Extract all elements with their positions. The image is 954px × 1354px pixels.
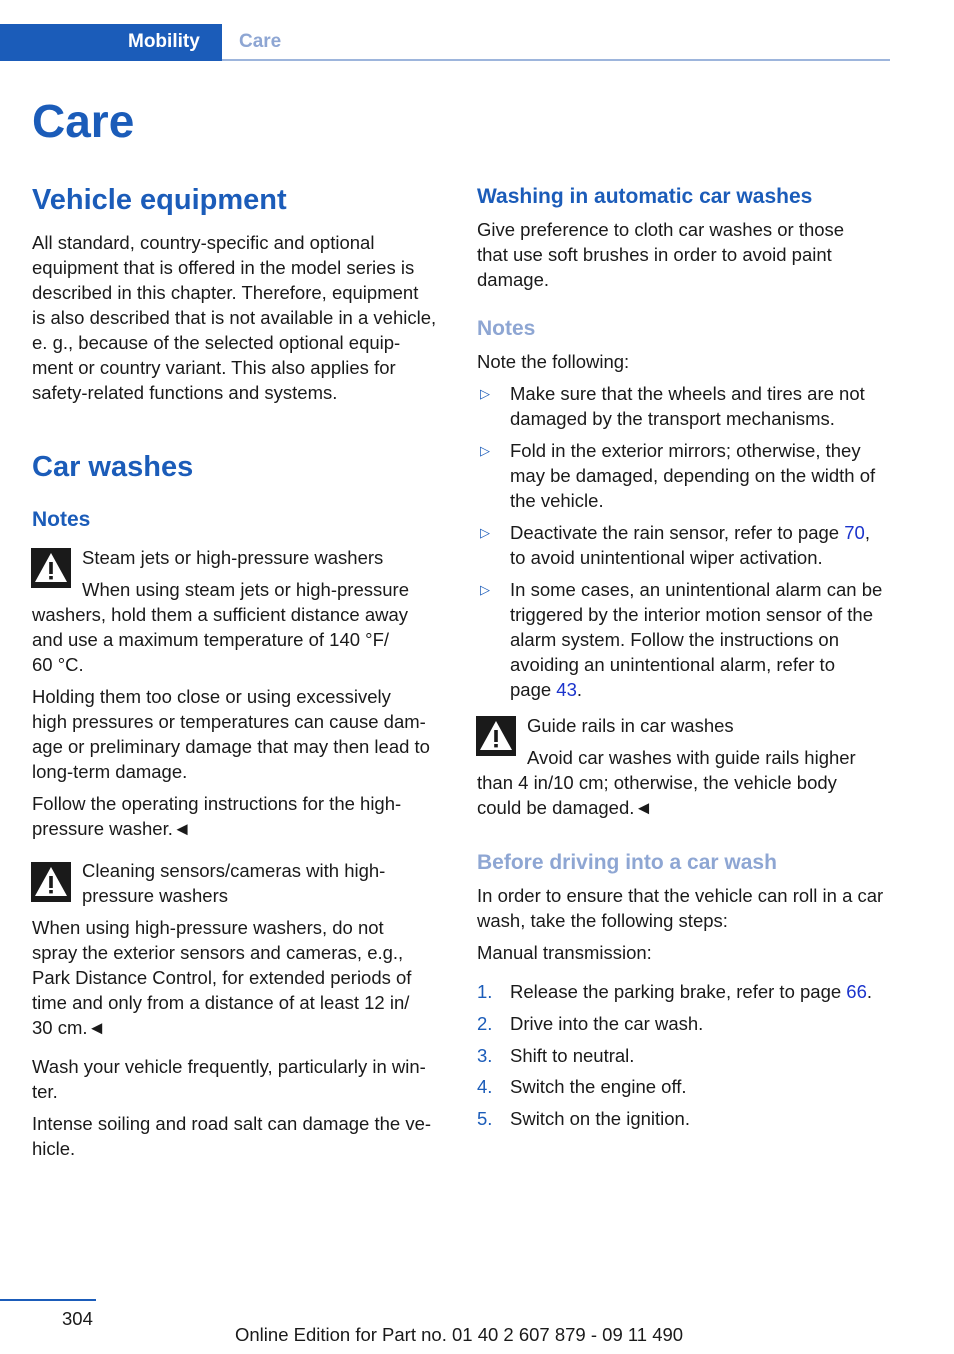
warning-title-sensors: Cleaning sensors/cameras with high- pressure washers	[82, 860, 386, 906]
warning-icon	[31, 548, 71, 588]
warning-icon	[31, 862, 71, 902]
warning-sensors-text: When using high-pressure washers, do not spray the exterior sensors and cameras, e.g., Park Distance Control, for extended periods of time and only from a distance of at least 12 in/ 30 cm.◄	[32, 917, 412, 1038]
heading-automatic-car-washes: Washing in automatic car washes	[477, 185, 813, 208]
soiling-text: Intense soiling and road salt can damage the ve- hicle.	[32, 1113, 432, 1159]
page-title: Care	[32, 95, 135, 147]
edition-note: Online Edition for Part no. 01 40 2 607 879 - 09 11 490	[235, 1324, 684, 1345]
header-tab-care[interactable]: Care	[239, 31, 282, 52]
heading-notes-left: Notes	[32, 508, 91, 531]
automatic-text: Give preference to cloth car washes or those that use soft brushes in order to avoid paint damage.	[477, 219, 845, 290]
header-rule	[222, 59, 890, 61]
warning-steam-text: washers, hold them a sufficient distance away and use a maximum temperature of 140 °F/ 60 °C.	[32, 604, 409, 675]
wash-frequently-text: Wash your vehicle frequently, particularly in win- ter.	[32, 1056, 426, 1102]
heading-notes-right: Notes	[477, 317, 536, 340]
bullet-triangle-icon: ▷	[480, 386, 490, 401]
vehicle-equipment-text: All standard, country-specific and optional equipment that is offered in the model series is described in this chapter. Therefore, equipment is also described that is not available in a vehicle, e. g., because of the selected optional equip- ment or country variant. This also applies for safety-related functions and systems.	[32, 232, 437, 403]
warning-steam-instructions: Follow the operating instructions for the high- pressure washer.◄	[32, 793, 402, 839]
warning-steam-damage-text: Holding them too close or using excessively high pressures or temperatures can cause dam- age or preliminary damage that may then lead to long-term damage.	[32, 686, 430, 782]
page-link-66[interactable]: 66	[846, 981, 867, 1002]
page-number: 304	[62, 1308, 93, 1329]
bullet-triangle-icon: ▷	[480, 582, 490, 597]
heading-before-driving: Before driving into a car wash	[477, 851, 777, 874]
page-link-43[interactable]: 43	[556, 679, 577, 700]
warning-title-guide-rails: Guide rails in car washes	[527, 715, 734, 736]
warning-guide-rails-line1: Avoid car washes with guide rails higher	[527, 747, 856, 768]
heading-vehicle-equipment: Vehicle equipment	[32, 184, 287, 216]
notes-intro: Note the following:	[477, 351, 630, 372]
heading-car-washes: Car washes	[32, 451, 194, 483]
warning-title-steam: Steam jets or high-pressure washers	[82, 547, 384, 568]
manual-transmission-label: Manual transmission:	[477, 942, 652, 963]
page-link-70[interactable]: 70	[844, 522, 865, 543]
bullet-triangle-icon: ▷	[480, 525, 490, 540]
before-driving-text: In order to ensure that the vehicle can roll in a car wash, take the following steps:	[477, 885, 884, 931]
warning-steam-line1: When using steam jets or high-pressure	[82, 579, 409, 600]
footer-rule	[0, 1299, 96, 1301]
bullet-triangle-icon: ▷	[480, 443, 490, 458]
warning-icon	[476, 716, 516, 756]
header-tab-mobility[interactable]: Mobility	[128, 31, 200, 52]
warning-guide-rails-text: than 4 in/10 cm; otherwise, the vehicle body could be damaged.◄	[477, 772, 837, 818]
